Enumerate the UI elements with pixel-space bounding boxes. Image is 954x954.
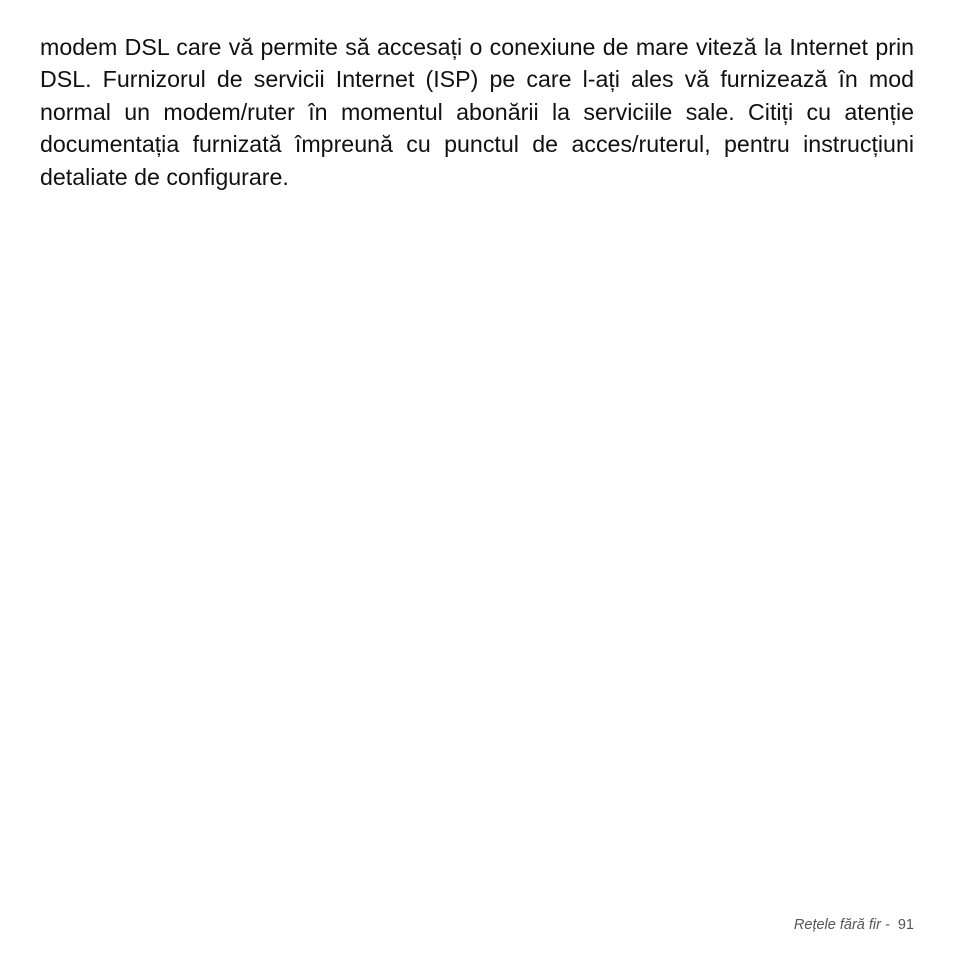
body-paragraph: modem DSL care vă permite să accesați o conexiune de mare viteză la Internet prin DSL. Furnizorul de servicii Internet (ISP) pe care l-ați ales vă furnizează în mod normal un modem/ruter în momentul abonării la serviciile sale. Citiți cu atenție documentația furnizată împreună cu punctul de acces/ruterul, pentru instrucțiuni detaliate de configurare. xyxy=(40,34,914,190)
footer-section-title: Rețele fără fir - xyxy=(793,917,894,933)
page-footer xyxy=(794,917,914,933)
page-number: 91 xyxy=(897,917,914,933)
